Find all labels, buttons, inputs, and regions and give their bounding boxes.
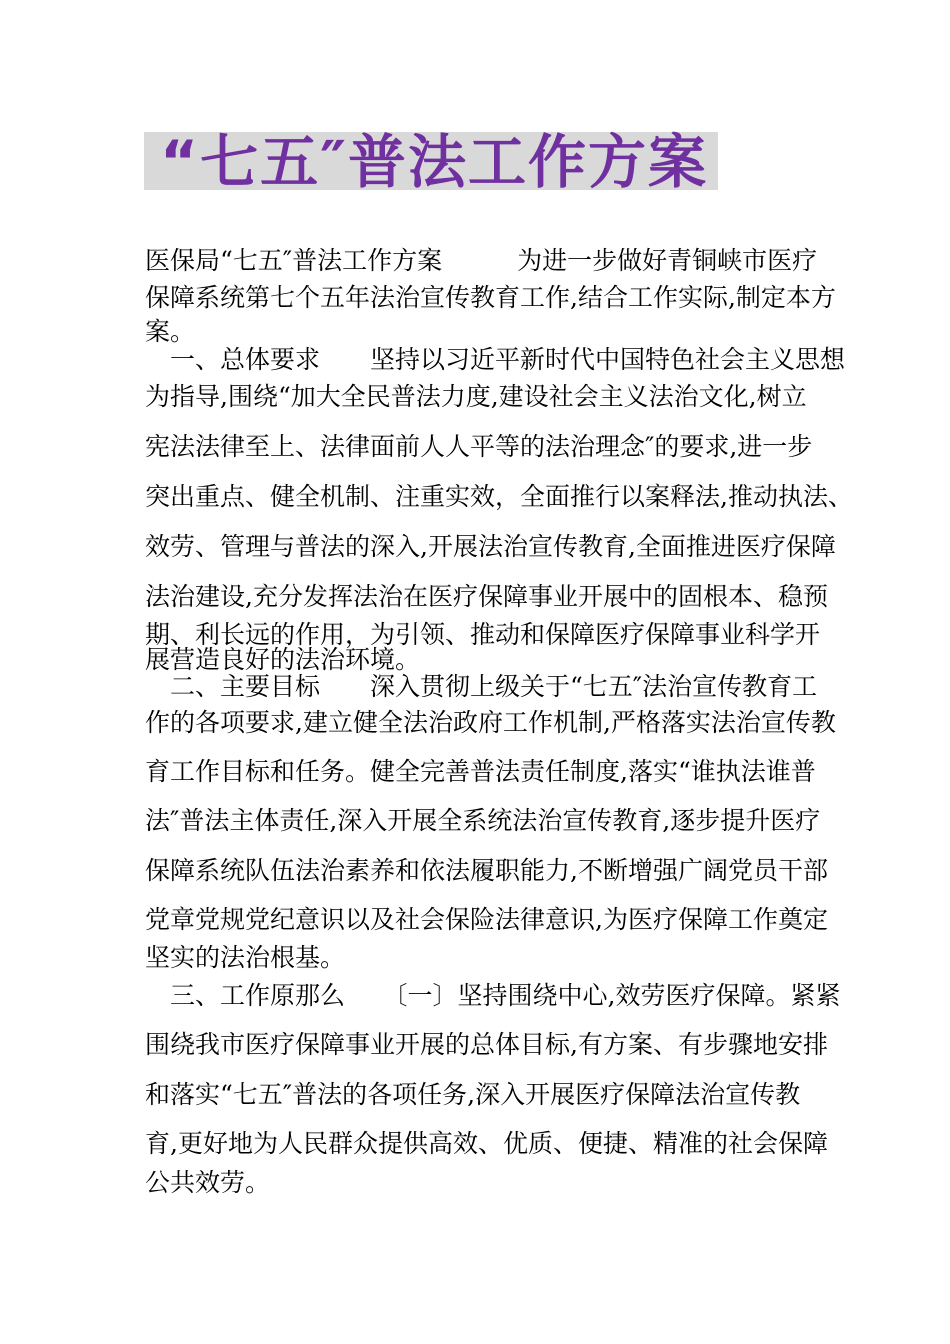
body-line: 三、工作原那么 〔一〕坚持围绕中心,效劳医疗保障。紧紧 [145, 981, 841, 1010]
body-line: 一、总体要求 坚持以习近平新时代中国特色社会主义思想 [145, 345, 846, 374]
body-line: 案。 [145, 317, 196, 346]
body-line: 展营造良好的法治环境。 [145, 645, 421, 674]
body-line: 法″普法主体责任,深入开展全系统法治宣传教育,逐步提升医疗 [145, 806, 821, 835]
body-line: 期、利长远的作用，为引领、推动和保障医疗保障事业科学开 [145, 620, 821, 649]
body-line: 效劳、管理与普法的深入,开展法治宣传教育,全面推进医疗保障 [145, 532, 836, 561]
body-line: 作的各项要求,建立健全法治政府工作机制,严格落实法治宣传教 [145, 708, 836, 737]
body-line: 和落实“七五″普法的各项任务,深入开展医疗保障法治宣传教 [145, 1080, 801, 1109]
body-line: 为指导,围绕“加大全民普法力度,建设社会主义法治文化,树立 [145, 382, 807, 411]
body-line: 育,更好地为人民群众提供高效、优质、便捷、精准的社会保障 [145, 1129, 828, 1158]
document-title: “七五″普法工作方案 [160, 128, 709, 196]
body-line: 保障系统第七个五年法治宣传教育工作,结合工作实际,制定本方 [145, 283, 836, 312]
body-line: 党章党规党纪意识以及社会保险法律意识,为医疗保障工作奠定 [145, 905, 828, 934]
body-line: 围绕我市医疗保障事业开展的总体目标,有方案、有步骤地安排 [145, 1030, 828, 1059]
body-line: 突出重点、健全机制、注重实效，全面推行以案释法,推动执法、 [145, 482, 853, 511]
body-line: 坚实的法治根基。 [145, 943, 346, 972]
body-line: 公共效劳。 [145, 1168, 271, 1197]
body-line: 育工作目标和任务。健全完善普法责任制度,落实“谁执法谁普 [145, 757, 816, 786]
body-line: 二、主要目标 深入贯彻上级关于“七五″法治宣传教育工 [145, 672, 818, 701]
body-line: 宪法法律至上、法律面前人人平等的法治理念″的要求,进一步 [145, 432, 813, 461]
body-line: 医保局“七五″普法工作方案 为进一步做好青铜峡市医疗 [145, 246, 818, 275]
body-line: 保障系统队伍法治素养和依法履职能力,不断增强广阔党员干部 [145, 856, 828, 885]
body-line: 法治建设,充分发挥法治在医疗保障事业开展中的固根本、稳预 [145, 582, 828, 611]
